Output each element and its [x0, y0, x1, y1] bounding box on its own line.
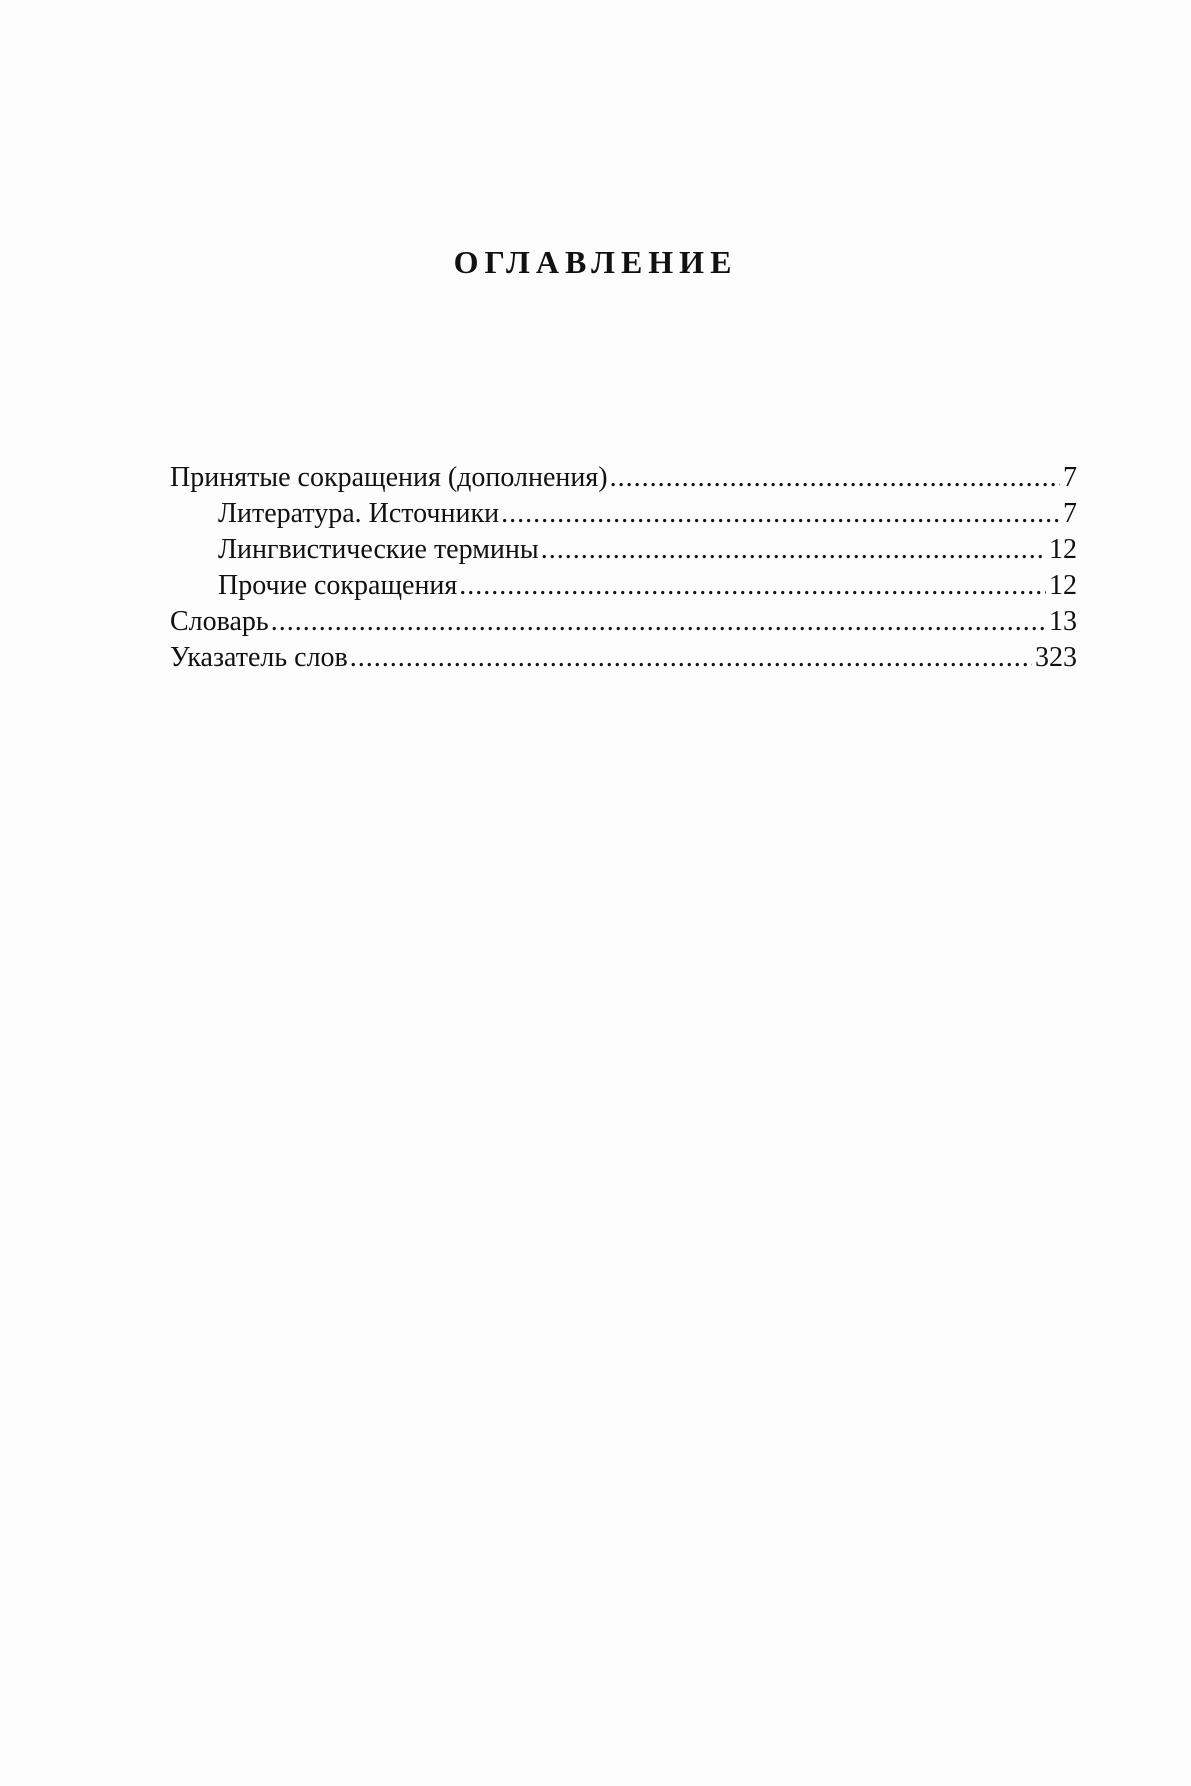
toc-entry-page: 7 — [1063, 498, 1077, 529]
toc-dot-leader — [271, 604, 1046, 640]
toc-dot-leader — [501, 496, 1060, 532]
page-title: ОГЛАВЛЕНИЕ — [453, 244, 738, 280]
toc-entry-label: Указатель слов — [170, 642, 348, 673]
toc-entry-literature[interactable] — [170, 496, 1077, 532]
toc-dot-leader — [541, 532, 1046, 568]
toc-entry-page: 323 — [1035, 642, 1077, 673]
toc-entry-page: 7 — [1063, 462, 1077, 493]
toc-entry-label: Принятые сокращения (дополнения) — [170, 462, 608, 493]
toc-entry-dictionary[interactable] — [170, 604, 1077, 640]
toc-entry-linguistic-terms[interactable] — [170, 532, 1077, 568]
toc-entry-label: Литература. Источники — [218, 498, 500, 529]
toc-dot-leader — [610, 460, 1060, 496]
toc-entry-page: 12 — [1049, 534, 1077, 565]
toc-entry-label: Словарь — [170, 606, 269, 637]
toc-entry-abbreviations[interactable] — [170, 460, 1077, 496]
toc-dot-leader — [350, 640, 1032, 676]
toc-entry-word-index[interactable] — [170, 640, 1077, 676]
toc-entry-label: Прочие сокращения — [218, 570, 458, 601]
table-of-contents — [170, 460, 1077, 676]
toc-entry-page: 12 — [1049, 570, 1077, 601]
toc-dot-leader — [459, 568, 1046, 604]
toc-entry-label: Лингвистические термины — [218, 534, 539, 565]
toc-entry-other-abbreviations[interactable] — [170, 568, 1077, 604]
toc-entry-page: 13 — [1049, 606, 1077, 637]
